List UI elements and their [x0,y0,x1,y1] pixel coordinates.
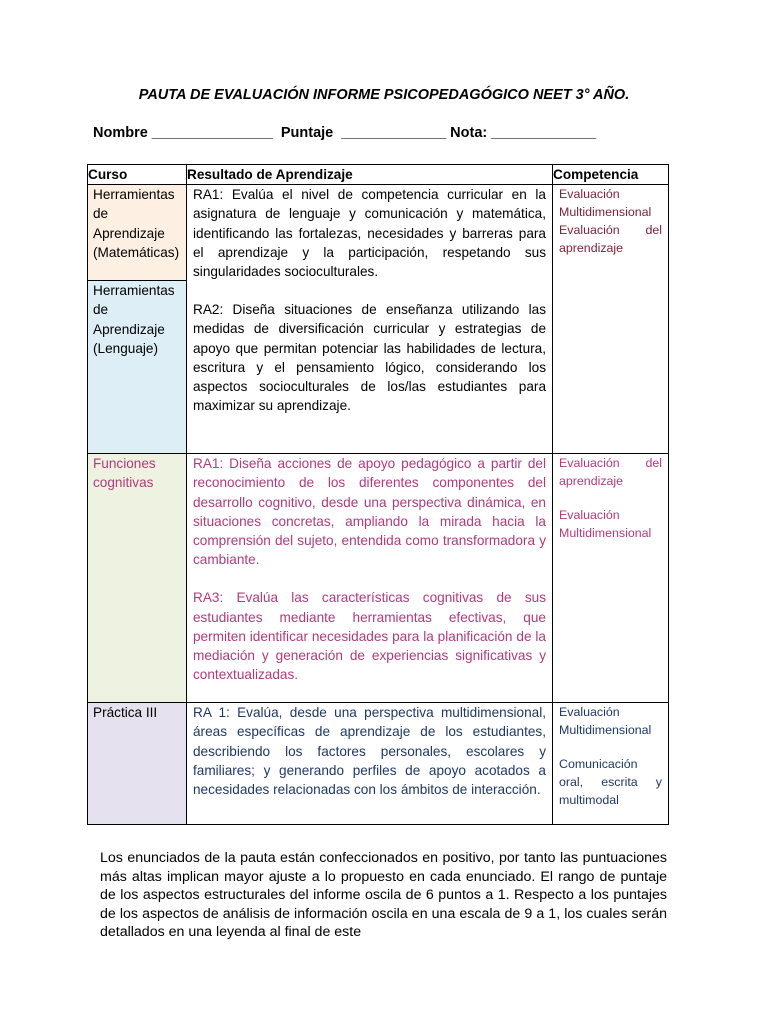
document-title: PAUTA DE EVALUACIÓN INFORME PSICOPEDAGÓGICO NEET 3° AÑO. [138,87,630,103]
table-row [88,185,669,281]
intro-paragraph: Los enunciados de la pauta están confeccionados en positivo, por tanto las puntuaciones más altas implican mayor ajuste a lo propuesto en cada enunciado. El rango de puntaje de los aspectos estructurales del informe oscila de 6 puntos a 1. Respecto a los puntajes de los aspectos de análisis de información oscila en una escala de 9 a 1, los cuales serán detallados en una leyenda al final de este [100,850,667,941]
header-competencia: Competencia [553,165,669,185]
resultado-cell [187,703,553,825]
table-row [88,454,669,703]
resultado-text: RA1: Diseña acciones de apoyo pedagógico a partir del reconocimiento de los diferentes componentes del desarrollo cognitivo, desde una perspectiva dinámica, en situaciones concretas, ampliando la mirada hacia la comprensión del sujeto, entendida como transformadora y cambiante. [193,456,546,568]
competencia-text: Comunicación oral, escrita y multimodal [559,757,662,808]
resultado-text: RA2: Diseña situaciones de enseñanza utilizando las medidas de diversificación curricular y estrategias de apoyo que permitan potenciar las habilidades de lectura, escritura y el pensamiento lógico, considerando los aspectos socioculturales de los/las estudiantes para maximizar su aprendizaje. [193,302,546,414]
table-row [88,703,669,825]
competencia-text: Evaluación del aprendizaje [559,456,662,489]
competencia-text: Evaluación Multidimensional [559,187,652,220]
competencia-cell [553,454,669,703]
puntaje-blank: _____________ [341,125,447,141]
nombre-label: Nombre [93,125,148,141]
resultado-cell [187,185,553,454]
student-fields [93,125,596,141]
curso-cell: Práctica III [88,703,187,825]
curso-cell: Herramientas de Aprendizaje (Matemáticas) [88,185,187,281]
competencia-text: Evaluación Multidimensional [559,705,652,738]
curso-cell: Funciones cognitivas [88,454,187,703]
competencia-text: Evaluación del aprendizaje [559,223,662,256]
curso-cell: Herramientas de Aprendizaje (Lenguaje) [88,281,187,454]
header-curso: Curso [88,165,187,185]
resultado-text: RA1: Evalúa el nivel de competencia curricular en la asignatura de lenguaje y comunicación y matemática, identificando las fortalezas, necesidades y barreras para el aprendizaje y la participación, respetando sus singularidades socioculturales. [193,187,546,280]
competencia-text: Evaluación Multidimensional [559,508,652,541]
rubric-table [87,164,669,825]
nota-blank: _____________ [491,125,597,141]
table-header-row [88,165,669,185]
resultado-cell [187,454,553,703]
competencia-cell [553,185,669,454]
competencia-cell [553,703,669,825]
resultado-text: RA3: Evalúa las características cognitivas de sus estudiantes mediante herramientas efectivas, que permiten identificar necesidades para la planificación de la mediación y generación de experiencias significativas y contextualizadas. [193,590,546,683]
resultado-text: RA 1: Evalúa, desde una perspectiva multidimensional, áreas específicas de aprendizaje de los estudiantes, describiendo los factores personales, escolares y familiares; y generando perfiles de apoyo acotados a necesidades relacionadas con los ámbitos de interacción. [193,705,546,798]
header-resultado: Resultado de Aprendizaje [187,165,553,185]
puntaje-label: Puntaje [280,125,334,141]
nota-label: Nota: [450,125,488,141]
nombre-blank: _______________ [151,125,273,141]
